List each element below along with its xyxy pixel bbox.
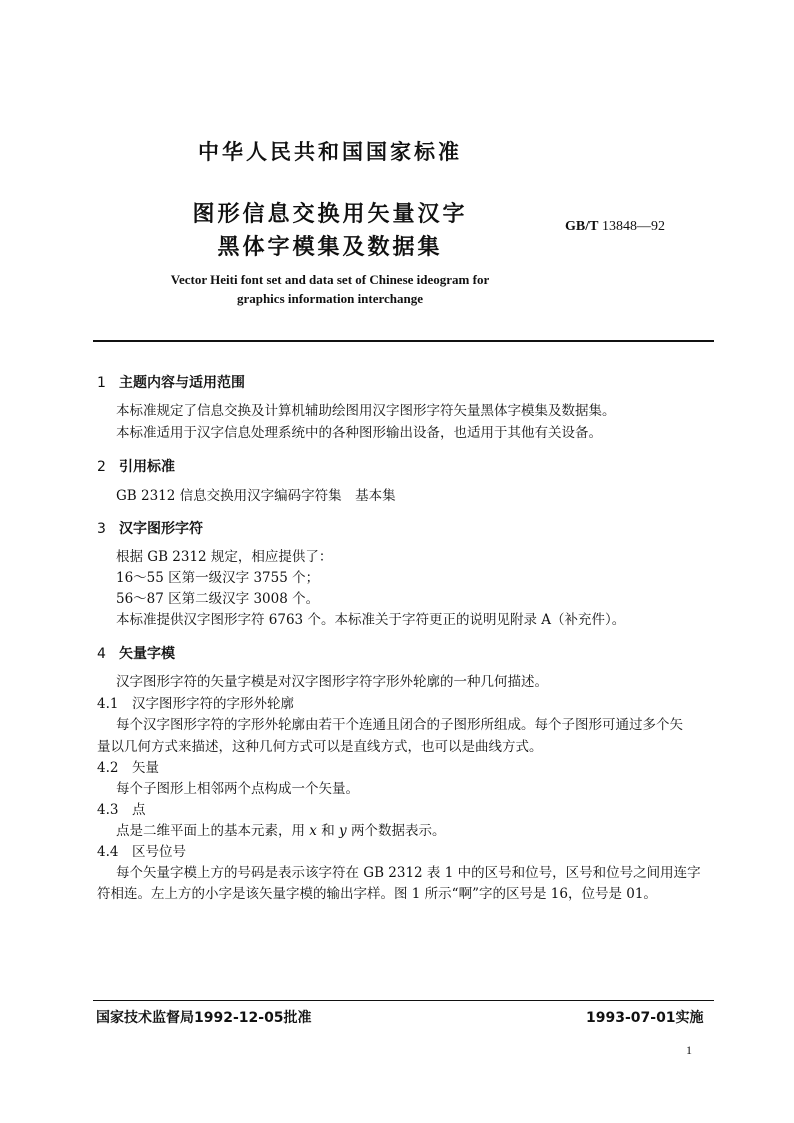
standard-num: 13848—92 xyxy=(601,219,665,234)
section-4-intro: 汉字图形字符的矢量字模是对汉字图形字符字形外轮廓的一种几何描述。 xyxy=(116,674,548,690)
subsection-4-2-text: 每个子图形上相邻两个点构成一个矢量。 xyxy=(116,781,359,797)
section-title: 主题内容与适用范围 xyxy=(119,375,245,391)
section-number: 4 xyxy=(97,646,106,662)
effective-date: 1993-07-01实施 xyxy=(586,1010,704,1026)
section-number: 1 xyxy=(97,375,106,391)
page-number: 1 xyxy=(686,1043,692,1057)
subsection-4-1-heading xyxy=(97,694,294,714)
subsection-4-4-text-line-2: 符相连。左上方的小字是该矢量字模的输出字样。图 1 所示“啊”字的区号是 16，位号是 01。 xyxy=(97,886,657,902)
english-title-line-2: graphics information interchange xyxy=(236,291,424,306)
subsection-4-2-heading xyxy=(97,758,159,778)
standard-code: GB/T xyxy=(565,219,599,234)
subsection-title: 汉字图形字符的字形外轮廓 xyxy=(132,696,294,712)
subsection-4-4-text-line-1: 每个矢量字模上方的号码是表示该字符在 GB 2312 表 1 中的区号和位号，区号和位号之间用连字 xyxy=(116,865,701,881)
section-2-reference: GB 2312 信息交换用汉字编码字符集 基本集 xyxy=(116,488,396,504)
section-1-paragraph-1: 本标准规定了信息交换及计算机辅助绘图用汉字图形字符矢量黑体字模集及数据集。 xyxy=(116,403,616,419)
footer-divider xyxy=(93,1000,714,1001)
subsection-4-1-text-line-1: 每个汉字图形字符的字形外轮廓由若干个连通且闭合的子图形所组成。每个子图形可通过多个矢 xyxy=(116,717,683,733)
section-title: 矢量字模 xyxy=(119,646,175,662)
subsection-4-3-text xyxy=(116,821,445,841)
section-title: 汉字图形字符 xyxy=(119,521,203,537)
text-fragment: 点是二维平面上的基本元素，用 xyxy=(116,823,310,839)
section-3-line-1: 根据 GB 2312 规定，相应提供了： xyxy=(116,549,333,565)
section-1-heading xyxy=(97,372,245,392)
section-4-heading xyxy=(97,643,175,663)
section-3-line-3: 56～87 区第二级汉字 3008 个。 xyxy=(116,591,320,607)
subsection-number: 4.4 xyxy=(97,844,119,860)
english-title-line-1: Vector Heiti font set and data set of Chinese ideogram for xyxy=(170,272,490,287)
subsection-title: 区号位号 xyxy=(132,844,186,860)
text-fragment: 两个数据表示。 xyxy=(346,823,446,839)
section-3-line-4: 本标准提供汉字图形字符 6763 个。本标准关于字符更正的说明见附录 A（补充件）。 xyxy=(116,612,626,628)
section-number: 2 xyxy=(97,459,106,475)
header-divider xyxy=(93,340,714,342)
document-title-line-1: 图形信息交换用矢量汉字 xyxy=(192,202,468,227)
subsection-number: 4.1 xyxy=(97,696,119,712)
section-3-heading xyxy=(97,518,203,538)
subsection-number: 4.3 xyxy=(97,802,119,818)
variable-x: x xyxy=(309,823,317,839)
subsection-4-1-text-line-2: 量以几何方式来描述，这种几何方式可以是直线方式，也可以是曲线方式。 xyxy=(97,739,543,755)
section-title: 引用标准 xyxy=(119,459,175,475)
subsection-number: 4.2 xyxy=(97,760,119,776)
section-3-line-2: 16～55 区第一级汉字 3755 个； xyxy=(116,570,320,586)
subsection-title: 矢量 xyxy=(132,760,159,776)
standard-number xyxy=(565,219,665,235)
subsection-title: 点 xyxy=(132,802,146,818)
document-title-line-2: 黑体字模集及数据集 xyxy=(217,235,443,260)
section-2-heading xyxy=(97,456,175,476)
section-number: 3 xyxy=(97,521,106,537)
approval-info: 国家技术监督局1992-12-05批准 xyxy=(96,1010,312,1026)
section-1-paragraph-2: 本标准适用于汉字信息处理系统中的各种图形输出设备，也适用于其他有关设备。 xyxy=(116,425,602,441)
variable-y: y xyxy=(339,823,347,839)
subsection-4-4-heading xyxy=(97,842,186,862)
standard-header-title: 中华人民共和国国家标准 xyxy=(198,140,462,164)
subsection-4-3-heading xyxy=(97,800,146,820)
text-fragment: 和 xyxy=(316,823,340,839)
